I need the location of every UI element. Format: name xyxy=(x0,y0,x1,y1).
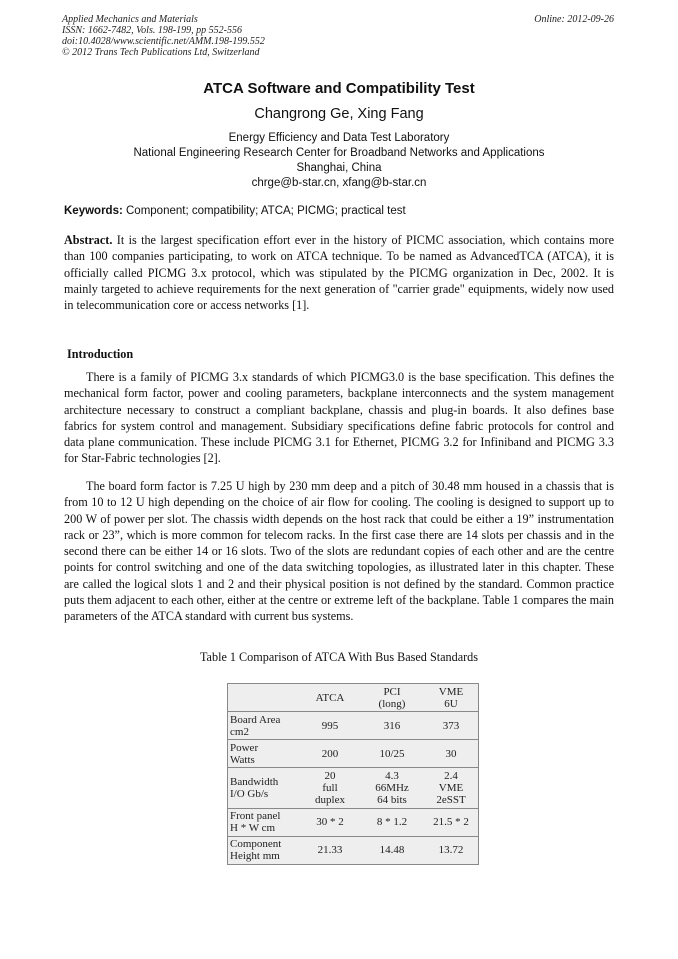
table-cell: 30 * 2 xyxy=(316,816,344,829)
copyright-line: © 2012 Trans Tech Publications Ltd, Switzerland xyxy=(62,47,260,58)
table-cell: 13.72 xyxy=(438,844,464,857)
table-row-header: Bandwidth I/O Gb/s xyxy=(230,776,279,800)
affiliation xyxy=(0,131,678,191)
table-row xyxy=(228,808,478,836)
issn-line: ISSN: 1662-7482, Vols. 198-199, pp 552-556 xyxy=(62,25,242,36)
table-cell: 373 xyxy=(442,719,460,732)
keywords-label: Keywords: xyxy=(64,205,123,217)
table-header-row xyxy=(228,684,478,712)
journal-header xyxy=(62,14,614,58)
table-cell: 995 xyxy=(321,719,339,732)
keywords-text: Component; compatibility; ATCA; PICMG; practical test xyxy=(122,205,406,217)
paper-title: ATCA Software and Compatibility Test xyxy=(203,80,475,97)
table-cell: 30 xyxy=(445,747,457,760)
table-header-cell: ATCA xyxy=(315,691,345,704)
abstract-label: Abstract. xyxy=(64,233,113,247)
intro-paragraph-2: The board form factor is 7.25 U high by 230 mm deep and a pitch of 30.48 mm housed in a chassis that is from 10 to 12 U high depending on the choice of air flow for cooling. The cooling is designed to support up to 200 W of power per slot. The chassis width depends on the host rack that could be either a 19” instrumentation rack or 23”, which is more common for telecom racks. In the first case there are 14 slots per chassis and in the second there can be either 14 or 16 slots. Two of the slots are redundant copies of each other and are the centre points for control switching and one of the data switching topologies, as illustrated later in this chapter. These are called the logical slots 1 and 2 and their physical position is not defined by the standard. Common practice puts them adjacent to each other, either at the centre or extreme left of the backplane. Table 1 compares the main parameters of the ATCA standard with current bus systems. xyxy=(64,479,614,624)
table-cell: 10/25 xyxy=(379,747,405,760)
comparison-table xyxy=(227,683,479,865)
table-row-header: Power Watts xyxy=(230,741,259,766)
lab-name: Energy Efficiency and Data Test Laboratory xyxy=(228,132,450,144)
table-cell: 14.48 xyxy=(379,844,405,857)
doi-line: doi:10.4028/www.scientific.net/AMM.198-199.552 xyxy=(62,36,265,47)
emails: chrge@b-star.cn, xfang@b-star.cn xyxy=(251,177,427,189)
table-row xyxy=(228,768,478,809)
table-row xyxy=(228,712,478,740)
table-cell: 21.5 * 2 xyxy=(433,816,469,829)
table-row-header: Board Area cm2 xyxy=(230,713,281,738)
table-row-header: Front panel H * W cm xyxy=(230,810,281,835)
table-header-cell xyxy=(228,684,300,712)
table-caption: Table 1 Comparison of ATCA With Bus Based Standards xyxy=(199,650,479,664)
table-cell: 4.3 66MHz 64 bits xyxy=(375,770,409,806)
abstract xyxy=(64,232,614,313)
table-header-cell: VME 6U xyxy=(438,685,464,710)
section-heading: Introduction xyxy=(67,347,134,361)
keywords xyxy=(64,205,616,217)
table-cell: 20 full duplex xyxy=(315,770,345,806)
table-cell: 21.33 xyxy=(317,844,343,857)
location: Shanghai, China xyxy=(296,162,382,174)
table-row xyxy=(228,836,478,864)
table-cell: 200 xyxy=(321,747,339,760)
table-cell: 2.4 VME 2eSST xyxy=(436,770,466,806)
center-name: National Engineering Research Center for Broadband Networks and Applications xyxy=(133,147,545,159)
table-cell: 316 xyxy=(383,719,401,732)
authors: Changrong Ge, Xing Fang xyxy=(254,106,424,122)
table-cell: 8 * 1.2 xyxy=(376,816,408,829)
abstract-text: It is the largest specification effort ever in the history of PICMC association, which contains more than 100 companies participating, to work on ATCA technique. To be named as AdvancedTCA (ATCA), it is officially called PICMG 3.x protocol, which was stipulated by the PICMG organization in Dec, 2002. It is mainly targeted to achieve requirements for the next generation of "carrier grade" equipments, widely now used in telecommunication core or access networks [1]. xyxy=(64,233,614,313)
table-header-cell: PCI (long) xyxy=(378,685,406,710)
table-row-header: Component Height mm xyxy=(230,838,282,863)
intro-paragraph-1: There is a family of PICMG 3.x standards of which PICMG3.0 is the base specification. This defines the mechanical form factor, power and cooling parameters, backplane interconnects and the system management architecture necessary to construct a compliant backplane, chassis and plug-in boards. It also defines base fabrics for system control and management. Subsidiary specifications define fabric protocols for control and data plane communication. These include PICMG 3.1 for Ethernet, PICMG 3.2 for Infiniband and PICMG 3.3 for Star-Fabric technologies [2]. xyxy=(64,370,614,466)
journal-name: Applied Mechanics and Materials xyxy=(62,14,198,25)
online-date: Online: 2012-09-26 xyxy=(534,14,614,25)
table-row xyxy=(228,740,478,768)
